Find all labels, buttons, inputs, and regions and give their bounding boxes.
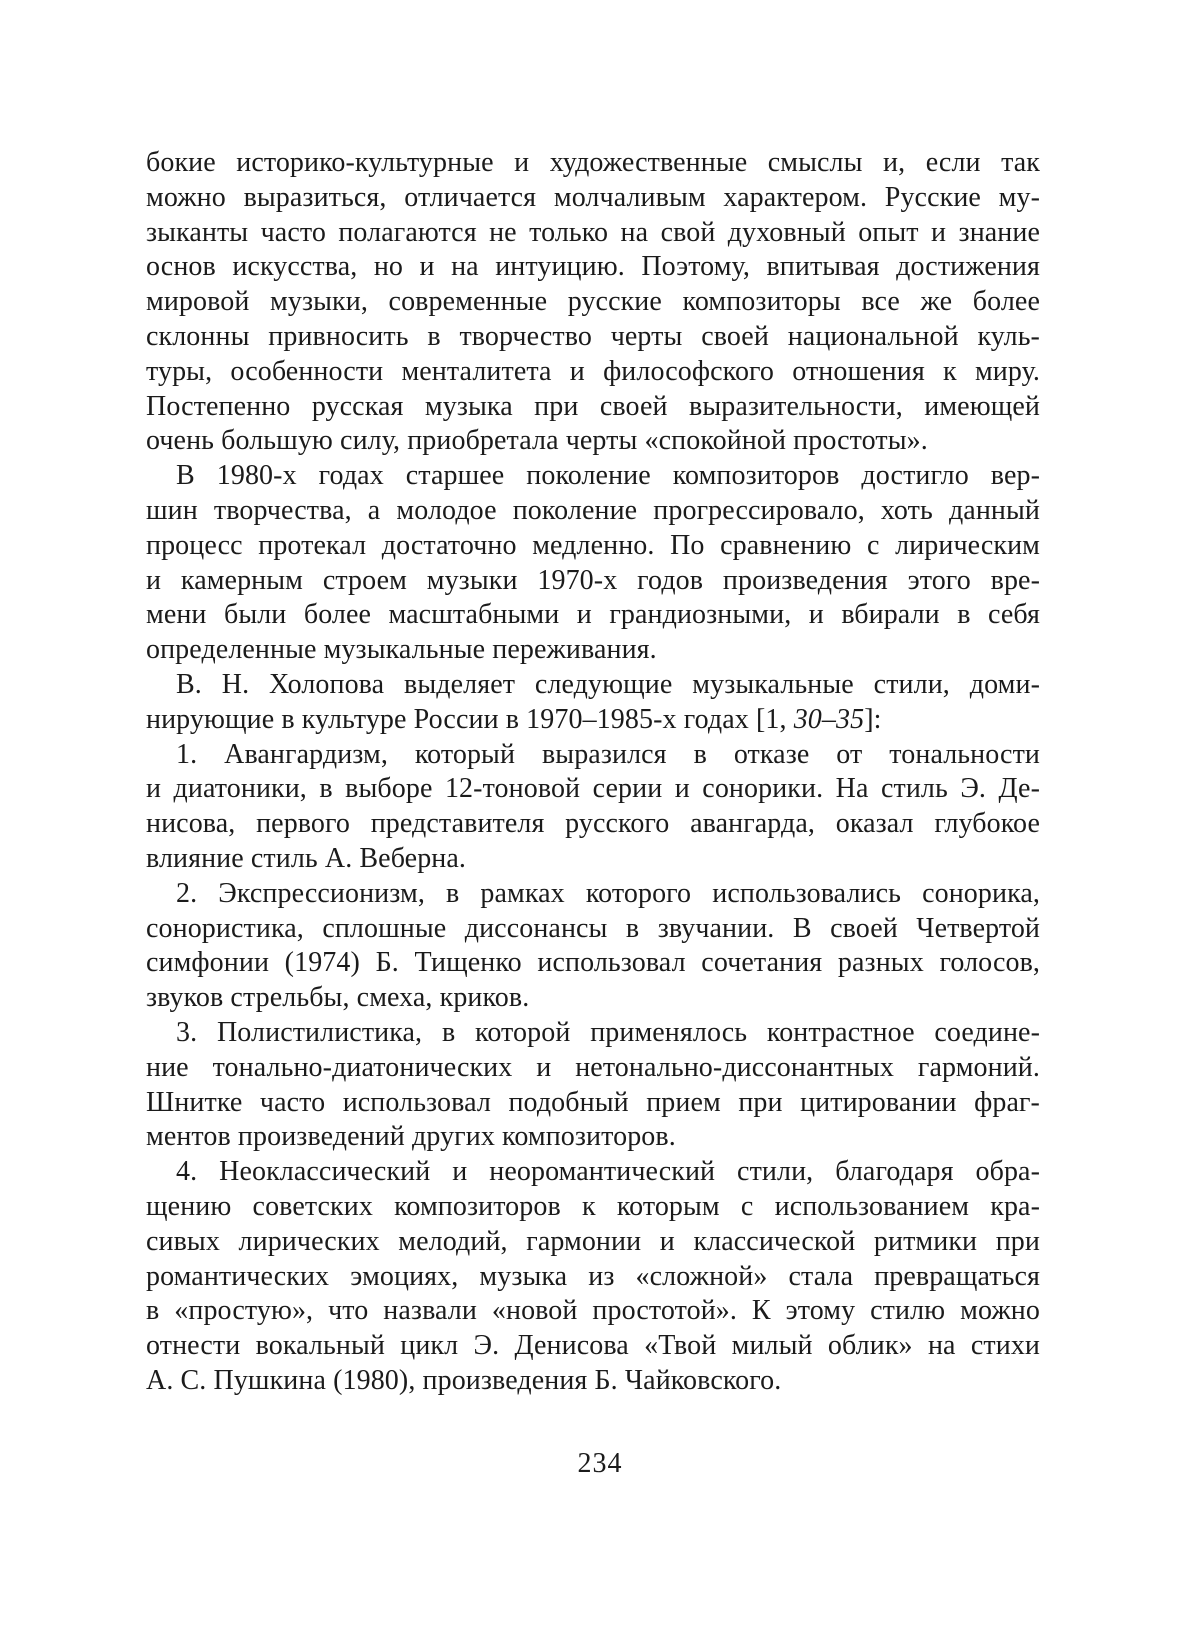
text-line: и камерным строем музыки 1970-х годов произведения этого вре-	[146, 564, 1040, 596]
text-line: щению советских композиторов к которым с использованием кра-	[146, 1190, 1040, 1222]
text-line: и диатоники, в выборе 12-тоновой серии и сонорики. На стиль Э. Де-	[146, 773, 1040, 805]
text-line: очень большую силу, приобретала черты «спокойной простоты».	[146, 425, 928, 457]
text-line: шин творчества, а молодое поколение прогрессировало, хоть данный	[146, 494, 1040, 526]
text-line: зыканты часто полагаются не только на свой духовный опыт и знание	[146, 216, 1040, 248]
text-line: Шнитке часто использовал подобный прием при цитировании фраг-	[146, 1086, 1040, 1118]
text-line: процесс протекал достаточно медленно. По сравнению с лирическим	[146, 529, 1040, 561]
text-line: А. С. Пушкина (1980), произведения Б. Чайковского.	[146, 1364, 782, 1396]
text-line: нисова, первого представителя русского авангарда, оказал глубокое	[146, 808, 1040, 840]
text-line: мени были более масштабными и грандиозными, и вбирали в себя	[146, 599, 1040, 631]
text-line: мировой музыки, современные русские композиторы все же более	[146, 286, 1040, 318]
text-line: сивых лирических мелодий, гармонии и классической ритмики при	[146, 1225, 1040, 1257]
text-line: туры, особенности менталитета и философского отношения к миру.	[146, 355, 1040, 387]
text-line: в «простую», что назвали «новой простотой». К этому стилю можно	[146, 1295, 1040, 1327]
text-line: склонны привносить в творчество черты своей национальной куль-	[146, 320, 1040, 352]
text-line: отнести вокальный цикл Э. Денисова «Твой милый облик» на стихи	[146, 1330, 1040, 1362]
page-number: 234	[577, 1448, 623, 1479]
text-line: сонористика, сплошные диссонансы в звучании. В своей Четвертой	[146, 912, 1040, 944]
text-line: 2. Экспрессионизм, в рамках которого использовались сонорика,	[176, 877, 1040, 909]
text-line: 3. Полистилистика, в которой применялось контрастное соедине-	[176, 1016, 1040, 1048]
text-line: В. Н. Холопова выделяет следующие музыкальные стили, доми-	[176, 668, 1040, 700]
text-line: ментов произведений других композиторов.	[146, 1121, 676, 1153]
text-line: 1. Авангардизм, который выразился в отказе от тональности	[176, 738, 1040, 770]
text-line: звуков стрельбы, смеха, криков.	[146, 982, 530, 1014]
text-line: основ искусства, но и на интуицию. Поэтому, впитывая достижения	[146, 251, 1040, 283]
text-line: бокие историко-культурные и художественные смыслы и, если так	[146, 147, 1040, 178]
text-line: нирующие в культуре России в 1970–1985-х годах [1, 30–35]:	[146, 703, 882, 735]
text-line: симфонии (1974) Б. Тищенко использовал сочетания разных голосов,	[146, 947, 1040, 979]
text-line: 4. Неоклассический и неоромантический стили, благодаря обра-	[176, 1156, 1040, 1188]
text-line: В 1980-х годах старшее поколение композиторов достигло вер-	[176, 460, 1040, 492]
text-line: Постепенно русская музыка при своей выразительности, имеющей	[146, 390, 1040, 422]
text-line: романтических эмоциях, музыка из «сложной» стала превращаться	[146, 1260, 1040, 1292]
text-line: влияние стиль А. Веберна.	[146, 842, 467, 874]
text-line: можно выразиться, отличается молчаливым характером. Русские му-	[146, 181, 1040, 213]
text-line: определенные музыкальные переживания.	[146, 634, 657, 666]
text-block	[146, 146, 1040, 1399]
text-line: ние тонально-диатонических и нетонально-диссонантных гармоний.	[146, 1051, 1040, 1083]
